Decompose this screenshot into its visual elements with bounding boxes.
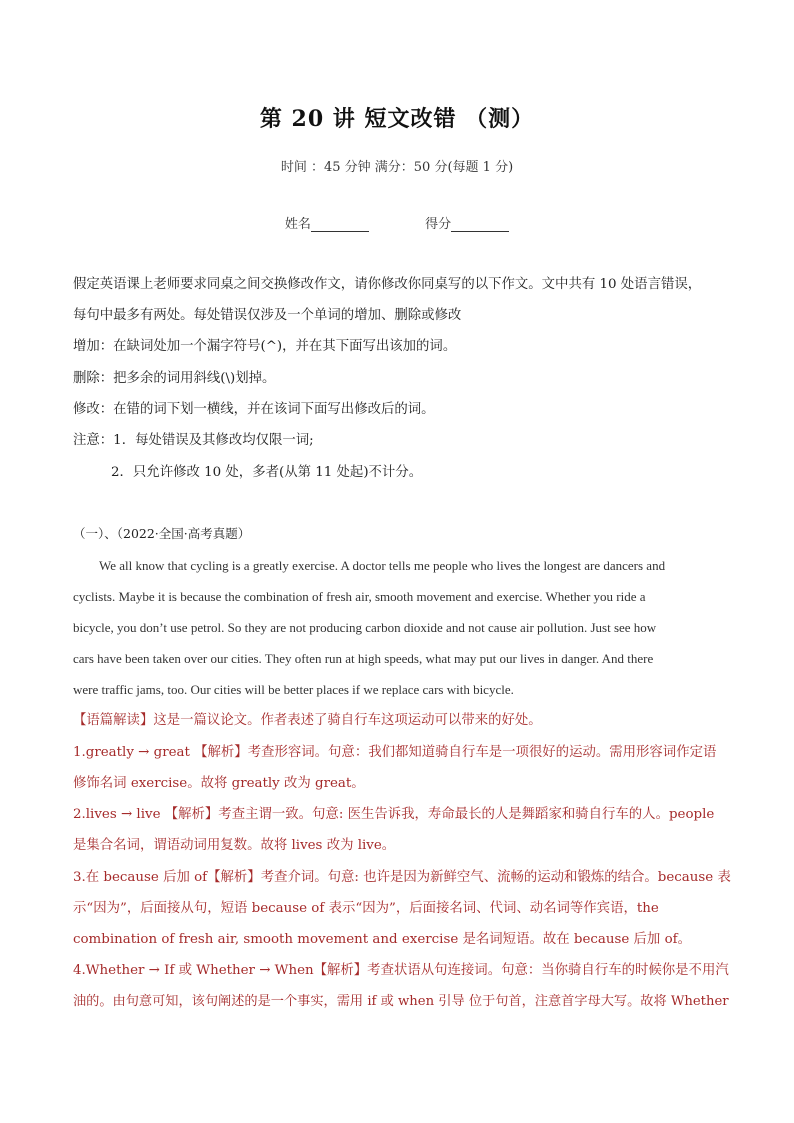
time-score-info: 时间 ：45 分钟 满分：50 分(每题 1 分) — [280, 160, 514, 175]
answer-2-line-1: 2.lives → live 【解析】考查主谓一致。句意: 医生告诉我，寿命最长的人是舞蹈家和骑自行车的人。people — [73, 807, 715, 822]
passage-line-1: We all know that cycling is a greatly exercise. A doctor tells me people who lives the longest are dancers and — [99, 558, 666, 573]
answer-3-line-3: combination of fresh air, smooth movement and exercise 是名词短语。故在 because 后加 of。 — [73, 932, 691, 947]
name-label: 姓名 — [284, 217, 311, 232]
name-blank[interactable] — [311, 217, 369, 232]
answer-4-line-2: 油的。由句意可知，该句阐述的是一个事实，需用 if 或 when 引导 位于句首，注意首字母大写。故将 Whether — [73, 994, 729, 1009]
answer-2-line-2: 是集合名词，谓语动词用复数。故将 lives 改为 live。 — [73, 838, 396, 853]
instruction-line-1: 假定英语课上老师要求同桌之间交换修改作文，请你修改你同桌写的以下作文。文中共有 10 处语言错误， — [73, 277, 702, 292]
passage-line-4: cars have been taken over our cities. They often run at high speeds, what may put our lives in danger. And there — [73, 651, 654, 666]
instruction-note-2: 2．只允许修改 10 处，多者(从第 11 处起)不计分。 — [111, 465, 423, 480]
instruction-add: 增加：在缺词处加一个漏字符号(^)，并在其下面写出该加的词。 — [73, 339, 457, 354]
answer-1-line-1: 1.greatly → great 【解析】考查形容词。句意：我们都知道骑自行车是一项很好的运动。需用形容词作定语 — [73, 745, 717, 760]
page-title: 第 20 讲 短文改错 （测） — [259, 106, 535, 132]
score-blank[interactable] — [451, 217, 509, 232]
answer-3-line-2: 示“因为”，后面接从句，短语 because of 表示“因为”，后面接名词、代词、动名词等作宾语，the — [73, 901, 659, 916]
answer-4-line-1: 4.Whether → If 或 Whether → When【解析】考查状语从句连接词。句意：当你骑自行车的时候你是不用汽 — [73, 963, 729, 978]
answer-3-line-1: 3.在 because 后加 of【解析】考查介词。句意: 也许是因为新鲜空气、流畅的运动和锻炼的结合。because 表 — [73, 870, 731, 885]
instruction-line-2: 每句中最多有两处。每处错误仅涉及一个单词的增加、删除或修改 — [73, 308, 462, 323]
answer-1-line-2: 修饰名词 exercise。故将 greatly 改为 great。 — [73, 776, 365, 791]
instruction-note-1: 注意：1．每处错误及其修改均仅限一词; — [73, 433, 314, 448]
instruction-modify: 修改：在错的词下划一横线，并在该词下面写出修改后的词。 — [73, 402, 435, 417]
name-score-line — [0, 213, 794, 232]
answer-intro: 【语篇解读】这是一篇议论文。作者表述了骑自行车这项运动可以带来的好处。 — [73, 713, 542, 728]
passage-line-2: cyclists. Maybe it is because the combination of fresh air, smooth movement and exercise. Whether you ride a — [73, 589, 646, 604]
passage-line-3: bicycle, you don’t use petrol. So they are not producing carbon dioxide and not cause air pollution. Just see how — [73, 620, 657, 635]
section-heading: （一）、（2022·全国·高考真题） — [73, 526, 251, 541]
score-label: 得分 — [425, 217, 452, 232]
instruction-delete: 删除：把多余的词用斜线(\)划掉。 — [73, 371, 276, 386]
passage-line-5: were traffic jams, too. Our cities will be better places if we replace cars with bicycle. — [73, 682, 514, 697]
